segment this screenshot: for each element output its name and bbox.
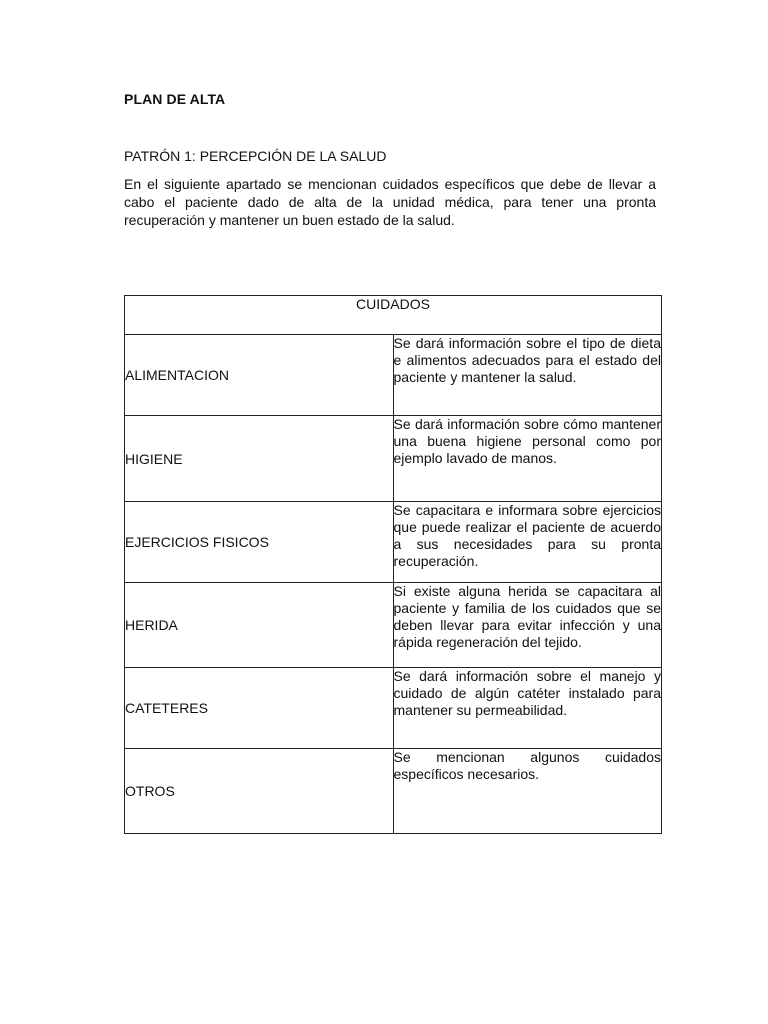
row-category: EJERCICIOS FISICOS — [125, 502, 394, 583]
document-title: PLAN DE ALTA — [124, 91, 226, 107]
row-description: Se dará información sobre cómo mantener una buena higiene personal como por ejemplo lavado de manos. — [393, 416, 662, 502]
row-category: OTROS — [125, 749, 394, 834]
table-row — [125, 583, 662, 668]
row-description: Se dará información sobre el tipo de dieta e alimentos adecuados para el estado del paciente y mantener la salud. — [393, 335, 662, 416]
intro-paragraph: En el siguiente apartado se mencionan cuidados específicos que debe de llevar a cabo el paciente dado de alta de la unidad médica, para tener una pronta recuperación y mantener un buen estado de la salud. — [124, 176, 656, 228]
row-description: Se dará información sobre el manejo y cuidado de algún catéter instalado para mantener su permeabilidad. — [393, 668, 662, 749]
table-row — [125, 502, 662, 583]
table-row — [125, 416, 662, 502]
table-header-row — [125, 296, 662, 335]
row-description: Si existe alguna herida se capacitara al paciente y familia de los cuidados que se deben llevar para evitar infección y una rápida regeneración del tejido. — [393, 583, 662, 668]
row-description: Se mencionan algunos cuidados específicos necesarios. — [393, 749, 662, 834]
table-row — [125, 749, 662, 834]
row-category: HERIDA — [125, 583, 394, 668]
section-heading: PATRÓN 1: PERCEPCIÓN DE LA SALUD — [124, 148, 387, 164]
table-row — [125, 335, 662, 416]
row-category: HIGIENE — [125, 416, 394, 502]
care-table — [124, 295, 662, 834]
table-row — [125, 668, 662, 749]
row-description: Se capacitara e informara sobre ejercicios que puede realizar el paciente de acuerdo a sus necesidades para su pronta recuperación. — [393, 502, 662, 583]
row-category: CATETERES — [125, 668, 394, 749]
table-header: CUIDADOS — [125, 296, 662, 335]
row-category: ALIMENTACION — [125, 335, 394, 416]
